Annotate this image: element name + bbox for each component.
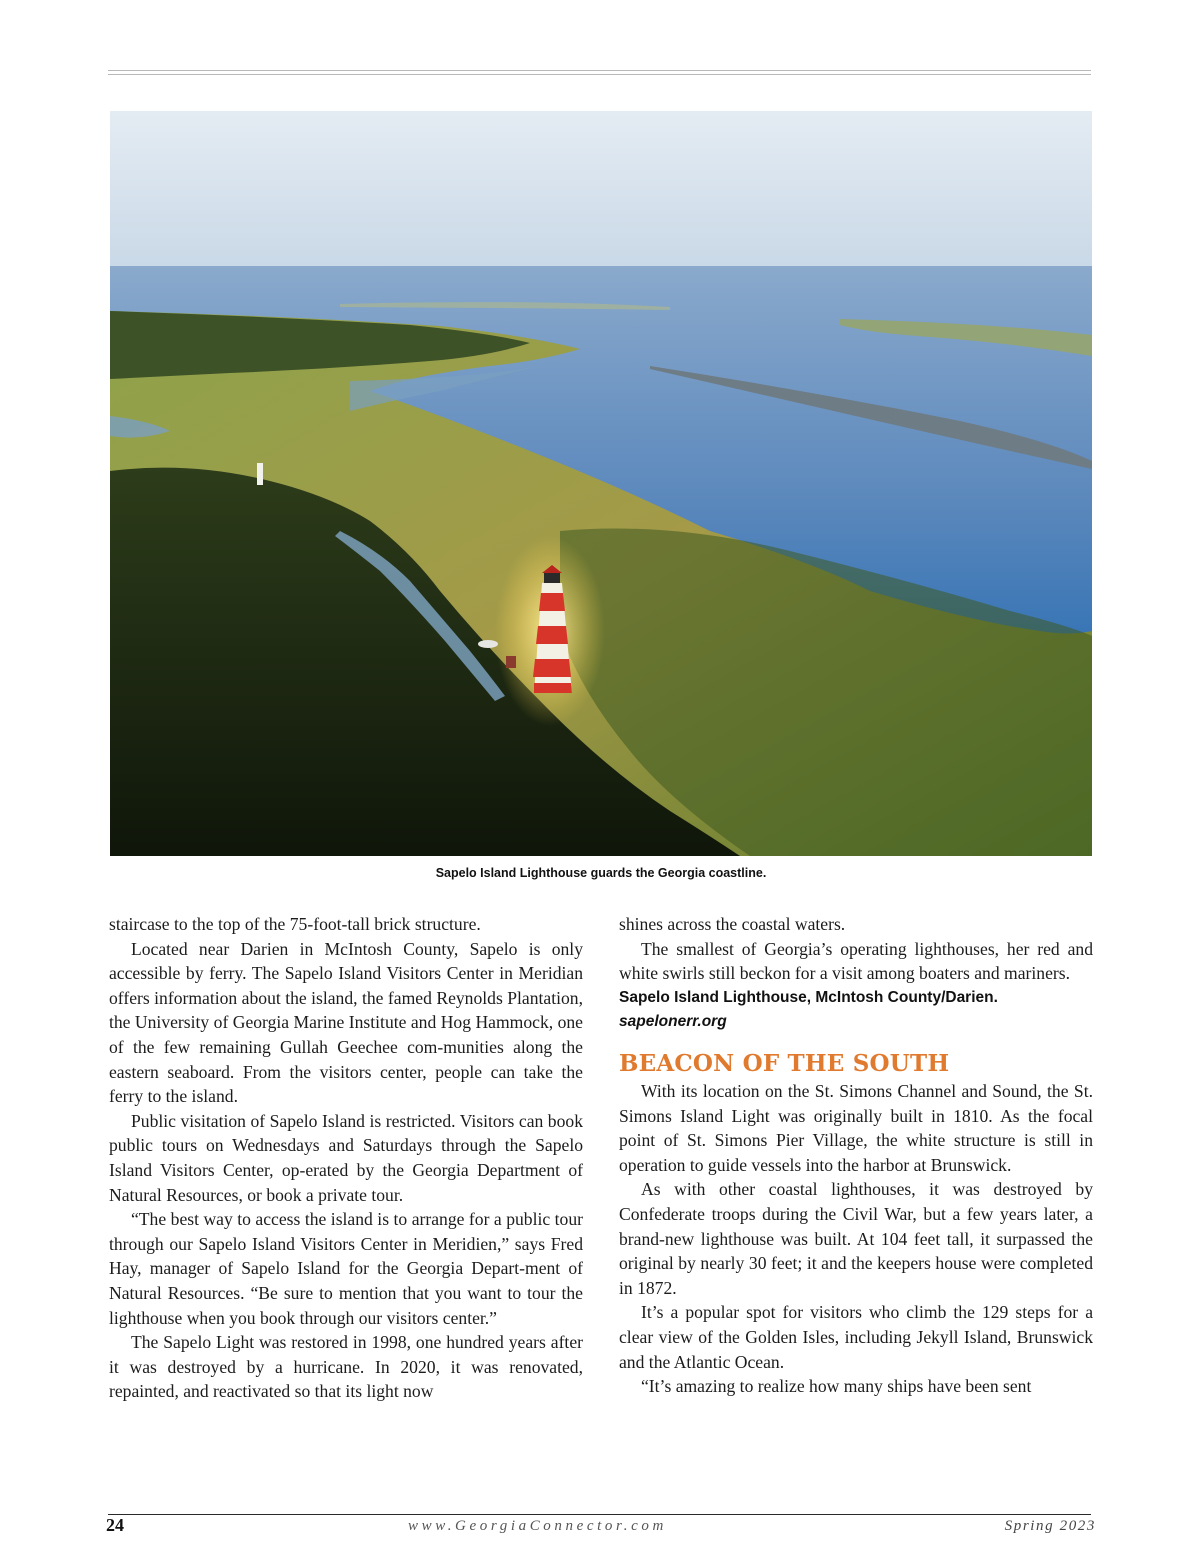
paragraph: The smallest of Georgia’s operating lighthouses, her red and white swirls still beckon for a visit among boaters and mariners. <box>619 938 1093 984</box>
paragraph: The Sapelo Light was restored in 1998, one hundred years after it was destroyed by a hurricane. In 2020, it was renovated, repainted, and reactivated so that its light now <box>109 1332 583 1402</box>
top-rule <box>108 70 1091 71</box>
paragraph: Public visitation of Sapelo Island is restricted. Visitors can book public tours on Wednesdays and Saturdays through the Sapelo Island Visitors Center, op-erated by the Georgia Department of Natural Resources, or book a private tour. <box>109 1110 583 1205</box>
paragraph: “The best way to access the island is to arrange for a public tour through our Sapelo Island Visitors Center in Meridien,” says Fred Hay, manager of Sapelo Island for the Georgia Depart-ment of Natural Resources. “Be sure to mention that you want to tour the lighthouse when you book through our visitors center.” <box>109 1209 583 1328</box>
paragraph: staircase to the top of the 75-foot-tall brick structure. <box>109 914 481 934</box>
paragraph: shines across the coastal waters. <box>619 914 846 934</box>
website-link[interactable]: sapelonerr.org <box>619 1013 727 1031</box>
top-rule-2 <box>108 74 1091 75</box>
page-number: 24 <box>106 1515 124 1535</box>
paragraph: With its location on the St. Simons Channel and Sound, the St. Simons Island Light was originally built in 1810. As the focal point of St. Simons Pier Village, the white structure is still in operation to guide vessels into the harbor at Brunswick. <box>619 1080 1093 1175</box>
issue-date: Spring 2023 <box>1004 1518 1096 1534</box>
location-info: Sapelo Island Lighthouse, McIntosh County/Darien. <box>619 988 998 1006</box>
left-column <box>109 912 583 1404</box>
paragraph: It’s a popular spot for visitors who climb the 129 steps for a clear view of the Golden Isles, including Jekyll Island, Brunswick and the Atlantic Ocean. <box>619 1302 1093 1372</box>
lighthouse-photo <box>110 111 1092 856</box>
photo-caption: Sapelo Island Lighthouse guards the Georgia coastline. <box>435 866 767 880</box>
paragraph: As with other coastal lighthouses, it was destroyed by Confederate troops during the Civil War, but a few years later, a brand-new lighthouse was built. At 104 feet tall, it surpassed the original by nearly 30 feet; it and the keepers house were completed in 1872. <box>619 1179 1093 1298</box>
paragraph: Located near Darien in McIntosh County, Sapelo is only accessible by ferry. The Sapelo Island Visitors Center in Meridian offers information about the island, the famed Reynolds Plantation, the University of Georgia Marine Institute and Hog Hammock, one of the few remaining Gullah Geechee com-munities along the eastern seaboard. From the visitors center, people can take the ferry to the island. <box>109 938 583 1107</box>
footer-rule <box>108 1514 1091 1515</box>
footer-website[interactable]: www.GeorgiaConnector.com <box>408 1518 667 1534</box>
section-heading: BEACON OF THE SOUTH <box>619 1049 950 1077</box>
paragraph: “It’s amazing to realize how many ships have been sent <box>641 1376 1032 1397</box>
right-column <box>619 912 1093 1399</box>
